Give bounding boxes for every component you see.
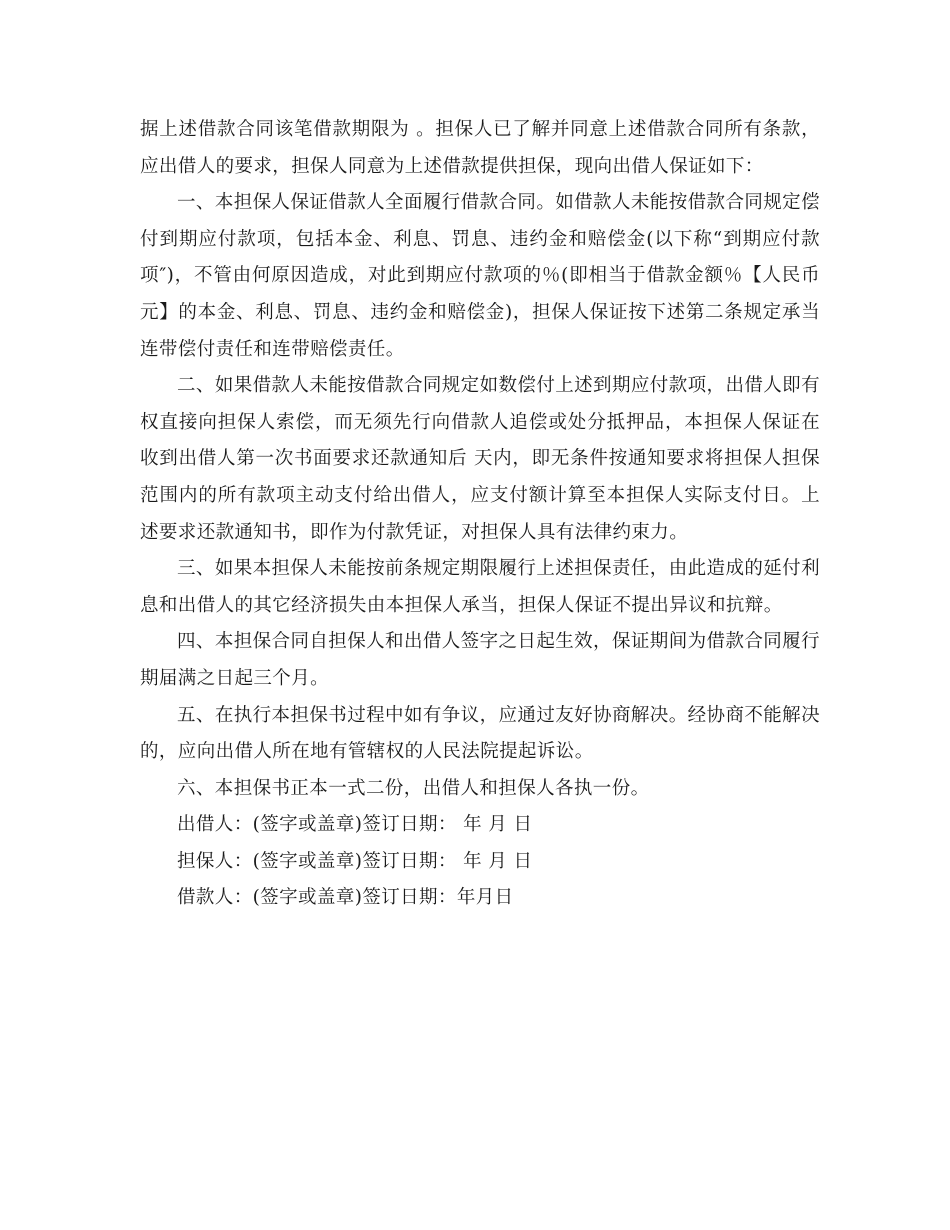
signature-lender: 出借人：(签字或盖章)签订日期： 年 月 日 (177, 814, 533, 836)
signature-guarantor: 担保人：(签字或盖章)签订日期： 年 月 日 (177, 850, 533, 872)
document-body (140, 112, 820, 917)
clause-3: 三、如果本担保人未能按前条规定期限履行上述担保责任，由此造成的延付利息和出借人的其它经济损失由本担保人承当，担保人保证不提出异议和抗辩。 (140, 558, 820, 616)
clause-2: 二、如果借款人未能按借款合同规定如数偿付上述到期应付款项，出借人即有权直接向担保人索偿，而无须先行向借款人追偿或处分抵押品，本担保人保证在收到出借人第一次书面要求还款通知后 天内，即无条件按通知要求将担保人担保范围内的所有款项主动支付给出借人，应支付额计算至本担保人实际支付日。上述要求还款通知书，即作为付款凭证，对担保人具有法律约束力。 (140, 375, 820, 543)
clause-5: 五、在执行本担保书过程中如有争议，应通过友好协商解决。经协商不能解决的，应向出借人所在地有管辖权的人民法院提起诉讼。 (140, 704, 820, 763)
clause-4: 四、本担保合同自担保人和出借人签字之日起生效，保证期间为借款合同履行期届满之日起三个月。 (140, 631, 820, 689)
signature-borrower: 借款人：(签字或盖章)签订日期：年月日 (177, 887, 514, 909)
clause-6: 六、本担保书正本一式二份，出借人和担保人各执一份。 (177, 777, 650, 799)
intro-paragraph: 据上述借款合同该笔借款期限为 。担保人已了解并同意上述借款合同所有条款，应出借人的要求，担保人同意为上述借款提供担保，现向出借人保证如下： (140, 119, 820, 177)
clause-1: 一、本担保人保证借款人全面履行借款合同。如借款人未能按借款合同规定偿付到期应付款项，包括本金、利息、罚息、违约金和赔偿金(以下称“到期应付款项″)，不管由何原因造成，对此到期应付款项的％(即相当于借款金额％【人民币元】的本金、利息、罚息、违约金和赔偿金)，担保人保证按下述第二条规定承当连带偿付责任和连带赔偿责任。 (140, 192, 820, 360)
